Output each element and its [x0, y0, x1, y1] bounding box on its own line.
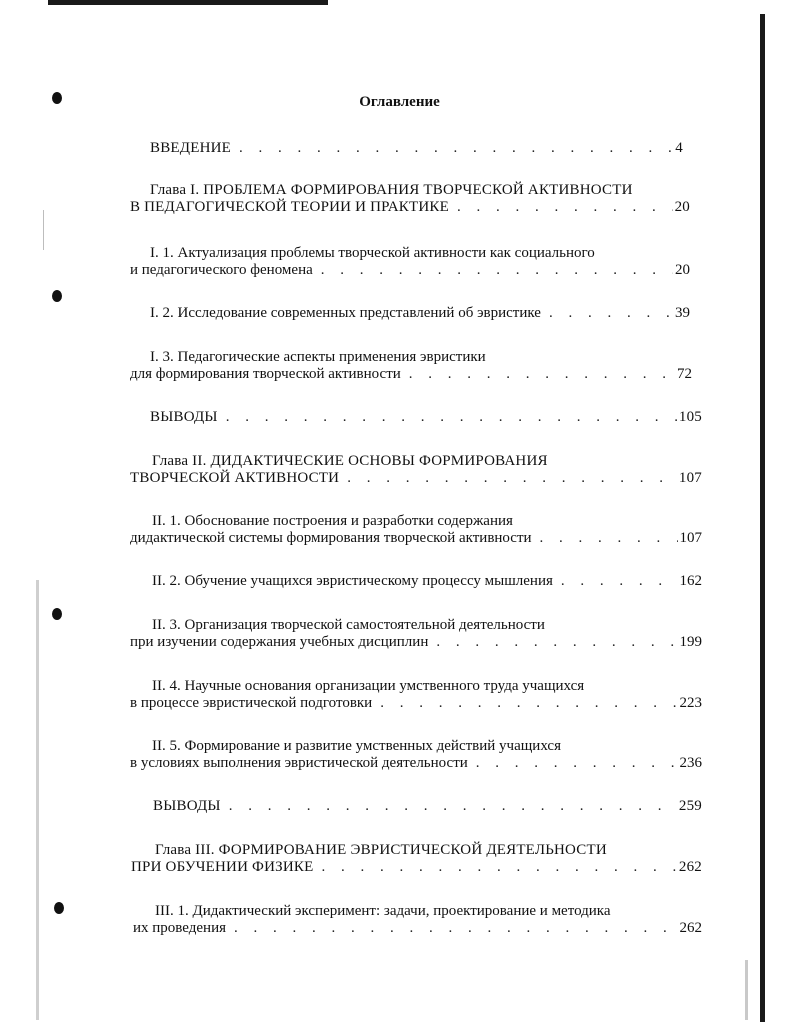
- page-number: 223: [679, 695, 702, 711]
- punch-hole-mark: [52, 608, 62, 620]
- page-title: Оглавление: [359, 94, 440, 110]
- dot-leader: [476, 755, 678, 772]
- punch-hole-mark: [54, 902, 64, 914]
- page-number: 105: [678, 409, 702, 425]
- toc-entry: [150, 140, 683, 157]
- scan-mark: [745, 960, 748, 1020]
- dot-leader: [409, 366, 675, 383]
- page-number: 72: [677, 366, 692, 382]
- entry-text: дидактической системы формирования творческой активности: [130, 530, 532, 546]
- page-number: 199: [679, 634, 702, 650]
- dot-leader: [226, 409, 677, 426]
- dot-leader: [239, 140, 673, 157]
- toc-entry: [153, 798, 702, 815]
- entry-text: II. 3. Организация творческой самостоятельной деятельности: [152, 617, 545, 633]
- page-number: 262: [679, 920, 702, 936]
- toc-entry: [130, 453, 702, 487]
- toc-entry: [133, 903, 702, 937]
- dot-leader: [540, 530, 678, 547]
- scan-mark: [43, 210, 44, 250]
- page-number: 259: [678, 798, 702, 814]
- entry-text: II. 2. Обучение учащихся эвристическому процессу мышления: [152, 573, 553, 589]
- entry-text: Глава I. ПРОБЛЕМА ФОРМИРОВАНИЯ ТВОРЧЕСКОЙ АКТИВНОСТИ: [150, 182, 633, 198]
- entry-text: II. 1. Обоснование построения и разработки содержания: [152, 513, 513, 529]
- entry-text: Глава III. ФОРМИРОВАНИЕ ЭВРИСТИЧЕСКОЙ ДЕЯТЕЛЬНОСТИ: [155, 842, 607, 858]
- toc-entry: [152, 573, 702, 590]
- dot-leader: [321, 859, 676, 876]
- entry-text: II. 4. Научные основания организации умственного труда учащихся: [152, 678, 585, 694]
- toc-entry: [130, 513, 702, 547]
- toc-entry: [150, 305, 690, 322]
- toc-entry: [130, 245, 690, 279]
- entry-text: для формирования творческой активности: [130, 366, 401, 382]
- entry-text: при изучении содержания учебных дисциплин: [130, 634, 429, 650]
- page-number: 162: [679, 573, 702, 589]
- entry-text: ПРИ ОБУЧЕНИИ ФИЗИКЕ: [131, 859, 314, 875]
- dot-leader: [457, 199, 673, 216]
- page-number: 107: [678, 470, 702, 486]
- page-number: 20: [675, 262, 690, 278]
- dot-leader: [229, 798, 677, 815]
- dot-leader: [436, 634, 677, 651]
- punch-hole-mark: [52, 290, 62, 302]
- toc-entry: [130, 349, 692, 383]
- entry-text: II. 5. Формирование и развитие умственных действий учащихся: [152, 738, 561, 754]
- entry-text: и педагогического феномена: [130, 262, 313, 278]
- dot-leader: [347, 470, 677, 487]
- entry-text: в процессе эвристической подготовки: [130, 695, 373, 711]
- scan-border-left: [36, 580, 39, 1020]
- dot-leader: [549, 305, 673, 322]
- entry-text: их проведения: [133, 920, 227, 936]
- page-number: 4: [675, 140, 683, 156]
- entry-text: I. 1. Актуализация проблемы творческой активности как социального: [150, 245, 595, 261]
- entry-text: ВЫВОДЫ: [153, 798, 221, 814]
- entry-text: в условиях выполнения эвристической деятельности: [130, 755, 468, 771]
- toc-entry: [130, 678, 702, 712]
- entry-text: ВВЕДЕНИЕ: [150, 140, 231, 156]
- entry-text: III. 1. Дидактический эксперимент: задачи, проектирование и методика: [155, 903, 611, 919]
- page-number: 107: [679, 530, 702, 546]
- page-number: 262: [678, 859, 702, 875]
- entry-text: ТВОРЧЕСКОЙ АКТИВНОСТИ: [130, 470, 340, 486]
- dot-leader: [321, 262, 673, 279]
- entry-text: Глава II. ДИДАКТИЧЕСКИЕ ОСНОВЫ ФОРМИРОВАНИЯ: [152, 453, 548, 469]
- dot-leader: [561, 573, 678, 590]
- entry-text: ВЫВОДЫ: [150, 409, 218, 425]
- toc-entry: [130, 182, 690, 216]
- toc-entry: [150, 409, 702, 426]
- entry-text: I. 2. Исследование современных представлений об эвристике: [150, 305, 541, 321]
- page-number: 236: [679, 755, 702, 771]
- scan-border-top: [48, 0, 328, 5]
- toc-entry: [131, 842, 702, 876]
- page-number: 20: [674, 199, 690, 215]
- dot-leader: [380, 695, 677, 712]
- dot-leader: [234, 920, 677, 937]
- toc-entry: [130, 617, 702, 651]
- toc-entry: [130, 738, 702, 772]
- scan-border-right: [760, 14, 765, 1022]
- page-number: 39: [675, 305, 690, 321]
- entry-text: I. 3. Педагогические аспекты применения эвристики: [150, 349, 486, 365]
- entry-text: В ПЕДАГОГИЧЕСКОЙ ТЕОРИИ И ПРАКТИКЕ: [130, 199, 449, 215]
